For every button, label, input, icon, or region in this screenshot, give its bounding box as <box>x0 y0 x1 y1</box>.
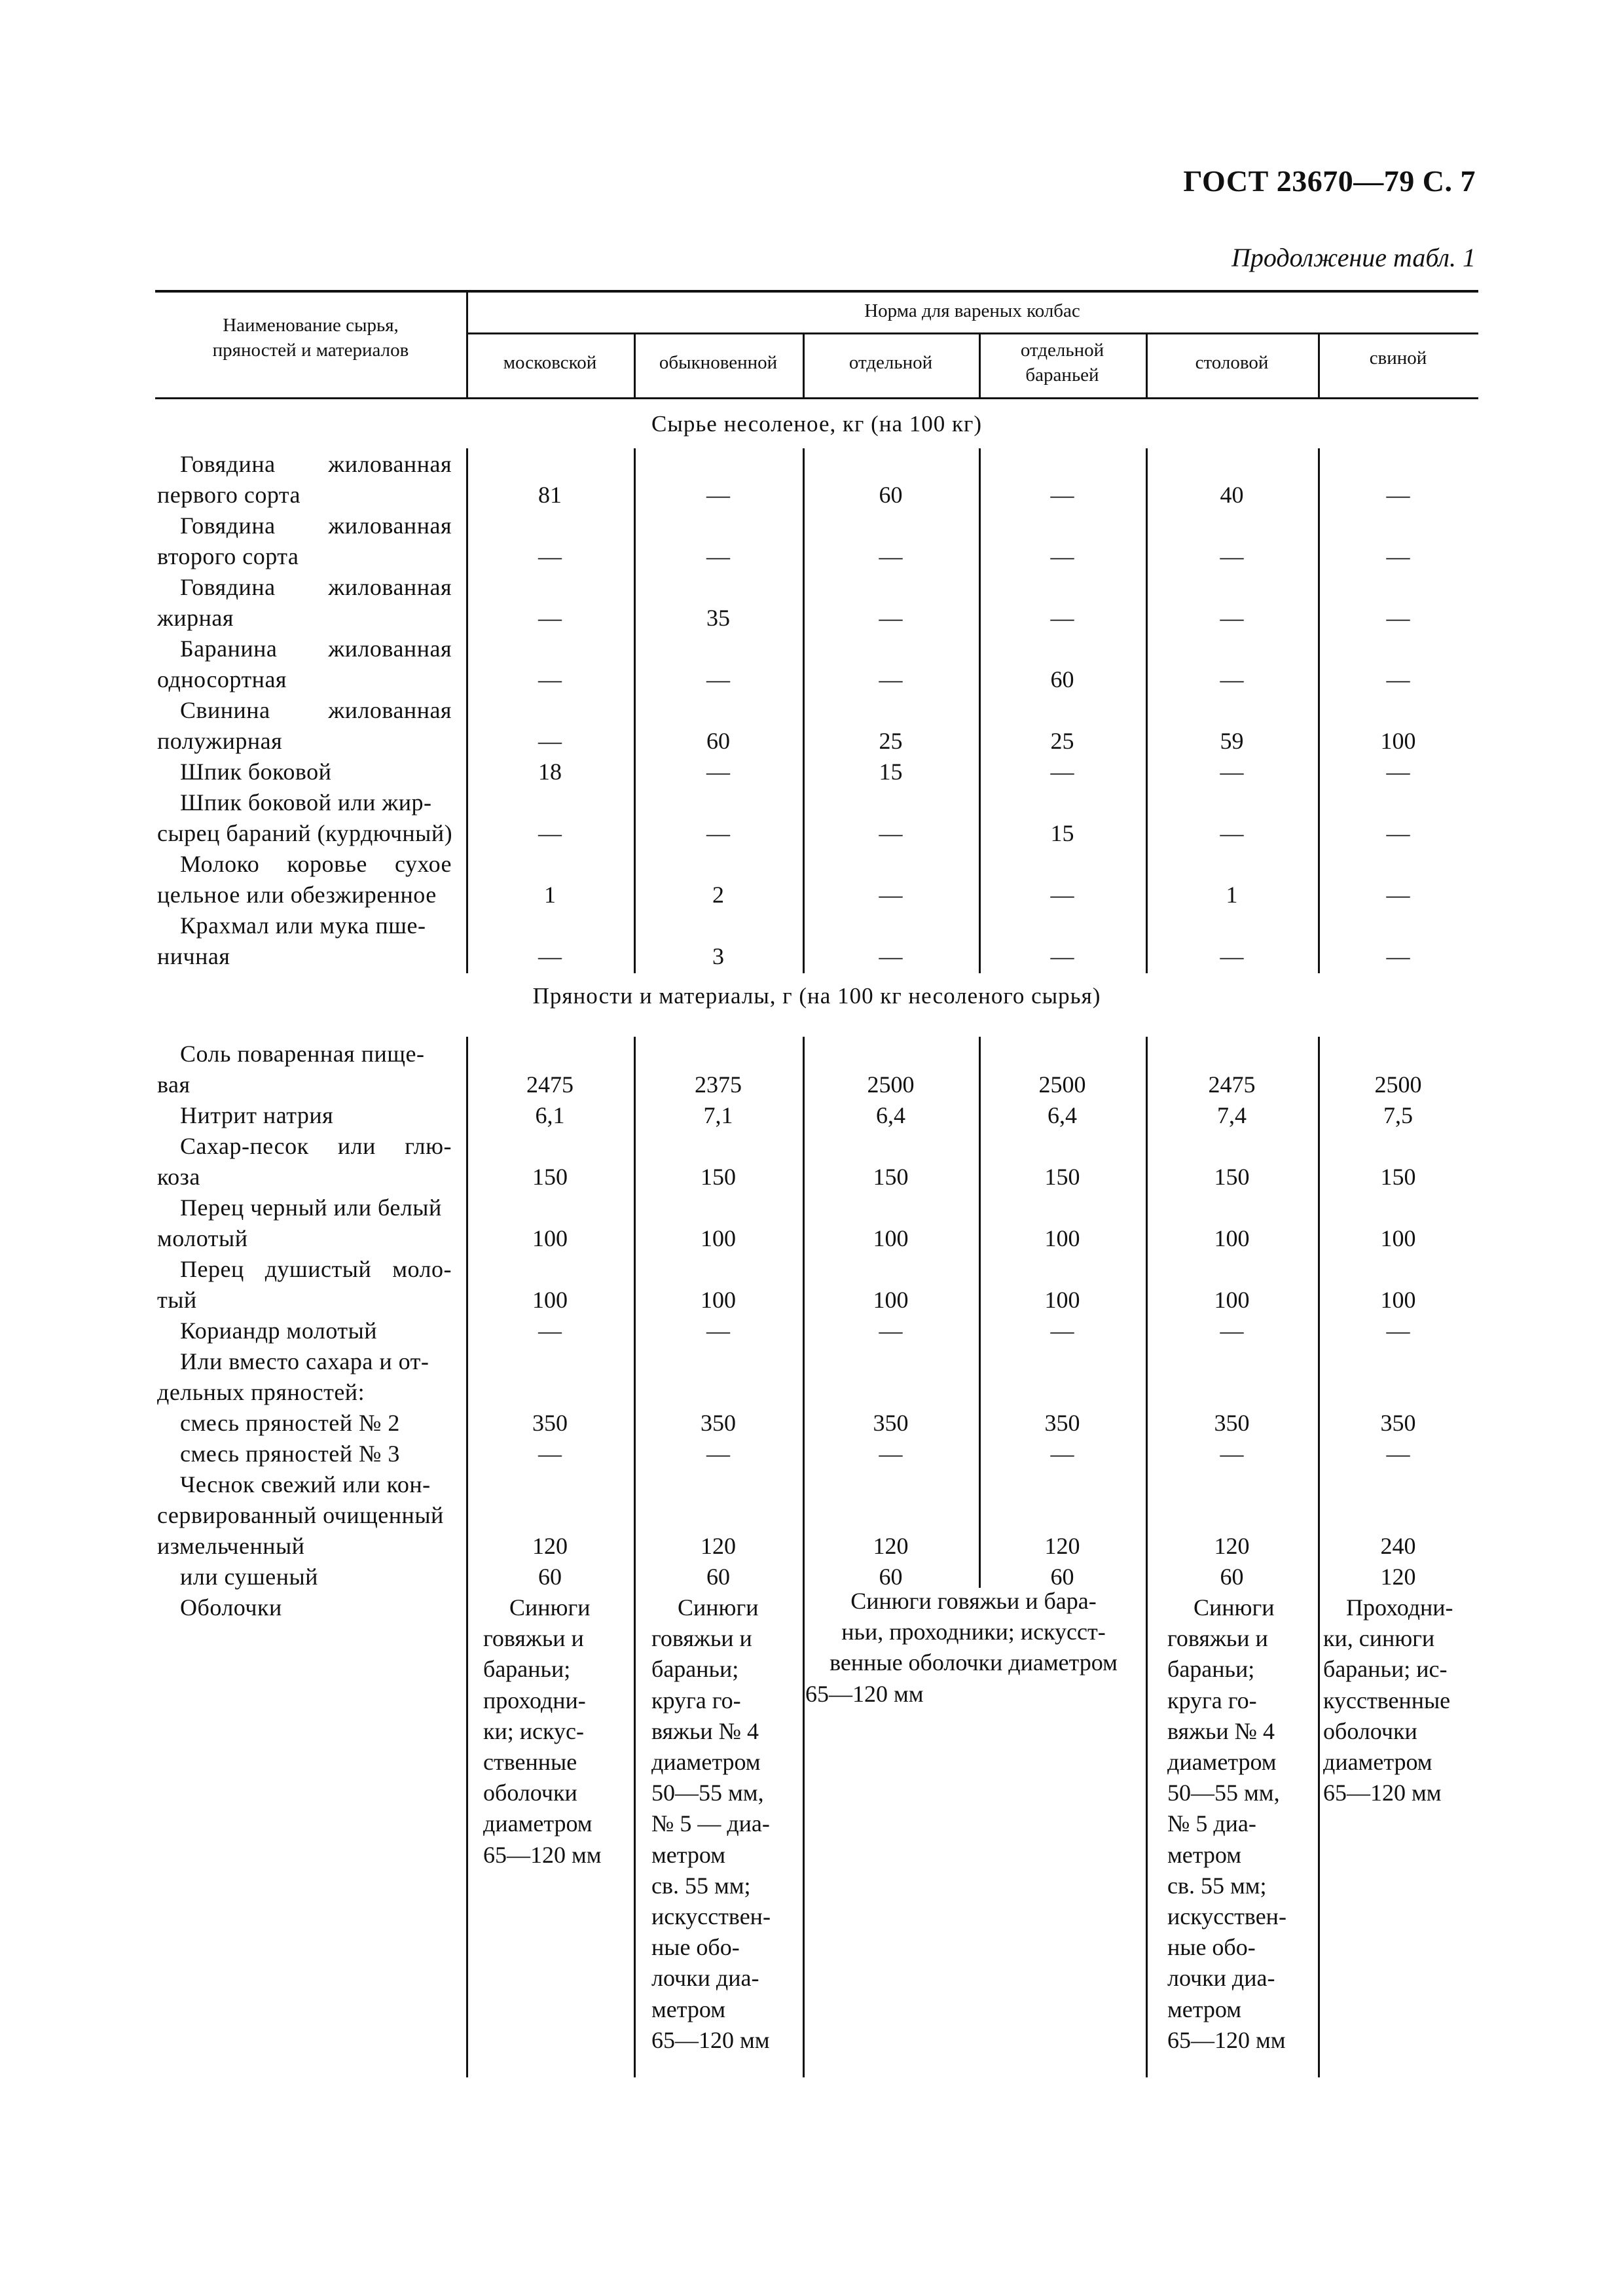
table-cell: 100 <box>1214 1225 1250 1251</box>
table-cell: — <box>1386 543 1410 569</box>
table-cell: — <box>879 1441 903 1467</box>
row-label: Нитрит натрия <box>180 1102 334 1128</box>
table-cell: — <box>879 605 903 631</box>
table-cell: 60 <box>879 1564 903 1590</box>
table-cell: 100 <box>873 1225 909 1251</box>
table-cell: 150 <box>1380 1164 1416 1190</box>
casings-svinoy: Проходни- ки, синюги бараньи; ис- кусственные оболочки диаметром 65—120 мм <box>1323 1594 1453 1806</box>
section-title-raw: Сырье несоленое, кг (на 100 кг) <box>651 411 983 437</box>
table-cell: 2 <box>712 882 724 908</box>
section-title-spices: Пряности и материалы, г (на 100 кг несоленого сырья) <box>532 983 1101 1009</box>
page-header: ГОСТ 23670—79 С. 7 <box>1183 164 1476 198</box>
table-cell: — <box>1050 882 1074 908</box>
table-cell: 6,1 <box>535 1102 565 1128</box>
column-header-obyknovennoy: обыкновенной <box>659 352 778 373</box>
table-cell: 60 <box>1050 666 1074 692</box>
table-cell: 59 <box>1220 728 1244 754</box>
row-label: Крахмал или мука пше- ничная <box>157 912 426 970</box>
table-cell: 60 <box>1050 1564 1074 1590</box>
table-cell: 100 <box>1380 1287 1416 1313</box>
table-cell: — <box>1220 543 1244 569</box>
row-label: смесь пряностей № 3 <box>180 1441 400 1467</box>
table-cell: 2500 <box>1038 1071 1086 1098</box>
table-cell: — <box>879 943 903 969</box>
table-cell: — <box>538 543 562 569</box>
table-cell: — <box>1386 666 1410 692</box>
table-cell: 3 <box>712 943 724 969</box>
table-cell: — <box>538 666 562 692</box>
table-cell: — <box>706 1441 730 1467</box>
row-label: Соль поваренная пище- вая <box>157 1041 425 1098</box>
table-cell: — <box>879 820 903 846</box>
table-continuation: Продолжение табл. 1 <box>1231 243 1476 272</box>
table-cell: 350 <box>701 1410 736 1436</box>
table-cell: — <box>1220 1318 1244 1344</box>
table-cell: 40 <box>1220 482 1244 508</box>
table-cell: 60 <box>706 1564 730 1590</box>
table-cell: — <box>879 1318 903 1344</box>
row-label: Оболочки <box>180 1594 282 1621</box>
row-label: Перец душистый моло- тый <box>157 1256 452 1314</box>
table-cell: 60 <box>538 1564 562 1590</box>
table-cell: 7,4 <box>1217 1102 1247 1128</box>
table-cell: — <box>706 482 730 508</box>
table-cell: — <box>879 666 903 692</box>
table-cell: — <box>1050 1318 1074 1344</box>
table-cell: 350 <box>1214 1410 1250 1436</box>
table-cell: — <box>706 820 730 846</box>
table-cell: — <box>706 1318 730 1344</box>
table-cell: 1 <box>1226 882 1238 908</box>
table-cell: — <box>1386 882 1410 908</box>
table-cell: 120 <box>873 1533 909 1559</box>
table-cell: — <box>706 759 730 785</box>
table-cell: 35 <box>706 605 730 631</box>
row-label: Молоко коровье сухое цельное или обезжиренное <box>157 851 452 908</box>
table-cell: 60 <box>1220 1564 1244 1590</box>
casings-obyknovennoy: Синюги говяжьи и бараньи; круга го- вяжьи № 4 диаметром 50—55 мм, № 5 — диа- метром св. 55 мм; искусствен- ные обо- лочки диа- метром 65—120 мм <box>651 1594 771 2053</box>
column-header-moskovskoy: московской <box>503 352 597 373</box>
table-cell: 150 <box>1214 1164 1250 1190</box>
row-label: Говядина жилованная первого сорта <box>157 451 452 509</box>
table-cell: 350 <box>1380 1410 1416 1436</box>
table-cell: 100 <box>873 1287 909 1313</box>
row-label: Или вместо сахара и от- дельных пряностей: <box>157 1348 429 1406</box>
row-label: Баранина жилованная односортная <box>157 636 452 693</box>
row-label: Перец черный или белый молотый <box>157 1194 442 1252</box>
row-label: Кориандр молотый <box>180 1318 378 1344</box>
row-label: Говядина жилованная второго сорта <box>157 512 452 570</box>
table-cell: — <box>1220 1441 1244 1467</box>
header-bottom-rule <box>155 397 1478 399</box>
header-item-name: Наименование сырья, пряностей и материалов <box>212 315 409 361</box>
row-label: или сушеный <box>180 1564 318 1590</box>
table-cell: 100 <box>701 1225 736 1251</box>
column-header-otdelnoy-baranyey: отдельной бараньей <box>1020 340 1104 386</box>
table-cell: — <box>1386 1441 1410 1467</box>
table-cell: 60 <box>706 728 730 754</box>
table-top-rule <box>155 290 1478 293</box>
table-cell: 150 <box>532 1164 568 1190</box>
table-cell: — <box>538 943 562 969</box>
table-cell: — <box>1386 1318 1410 1344</box>
casings-stolovoy: Синюги говяжьи и бараньи; круга го- вяжьи № 4 диаметром 50—55 мм, № 5 диа- метром св. 55 мм; искусствен- ные обо- лочки диа- метром 65—120 мм <box>1167 1594 1286 2053</box>
table-cell: — <box>538 1318 562 1344</box>
table-cell: 2500 <box>867 1071 915 1098</box>
table-cell: — <box>1050 1441 1074 1467</box>
table-cell: — <box>1050 482 1074 508</box>
table-cell: — <box>1050 543 1074 569</box>
table-cell: — <box>1386 605 1410 631</box>
table-cell: 150 <box>1044 1164 1080 1190</box>
table-cell: — <box>1220 759 1244 785</box>
row-label: Шпик боковой <box>180 759 332 785</box>
column-header-svinoy: свиной <box>1369 348 1427 368</box>
table-cell: 60 <box>879 482 903 508</box>
table-cell: — <box>1220 820 1244 846</box>
table-cell: — <box>1386 482 1410 508</box>
column-header-stolovoy: столовой <box>1195 352 1269 373</box>
table-cell: 100 <box>1044 1287 1080 1313</box>
table-cell: 150 <box>701 1164 736 1190</box>
row-label: Шпик боковой или жир- сырец бараний (курдючный) <box>157 789 453 847</box>
table-cell: 150 <box>873 1164 909 1190</box>
table-cell: 100 <box>1380 1225 1416 1251</box>
column-header-otdelnoy: отдельной <box>848 352 933 373</box>
table-cell: — <box>1386 820 1410 846</box>
group-header-rule <box>466 332 1478 334</box>
table-cell: — <box>538 1441 562 1467</box>
casings-otdelnoy-baranyey: Синюги говяжьи и бара- ньи, проходники; искусст- венные оболочки диаметром 65—120 мм <box>805 1588 1118 1707</box>
table-cell: — <box>1220 943 1244 969</box>
table-cell: 15 <box>1050 820 1074 846</box>
table-cell: — <box>879 543 903 569</box>
table-cell: — <box>1220 666 1244 692</box>
table-cell: 6,4 <box>1048 1102 1077 1128</box>
table-cell: — <box>706 666 730 692</box>
table-cell: 120 <box>532 1533 568 1559</box>
table-cell: — <box>538 605 562 631</box>
header-norm-group: Норма для вареных колбас <box>864 300 1080 321</box>
table-cell: 2475 <box>526 1071 574 1098</box>
casings-moskovskoy: Синюги говяжьи и бараньи; проходни- ки; искус- ственные оболочки диаметром 65—120 мм <box>483 1594 602 1868</box>
table-cell: 240 <box>1380 1533 1416 1559</box>
table-cell: 18 <box>538 759 562 785</box>
row-label: Чеснок свежий или кон- сервированный очищенный измельченный <box>157 1471 444 1560</box>
table-cell: — <box>1050 605 1074 631</box>
table-cell: 100 <box>1044 1225 1080 1251</box>
table-cell: — <box>879 882 903 908</box>
table-cell: — <box>706 543 730 569</box>
table-cell: 100 <box>1380 728 1416 754</box>
table-cell: — <box>538 820 562 846</box>
row-label: Сахар-песок или глю- коза <box>157 1133 452 1191</box>
table-cell: 2475 <box>1208 1071 1256 1098</box>
row-label: Свинина жилованная полужирная <box>157 697 452 755</box>
table-cell: 1 <box>544 882 556 908</box>
table-cell: 350 <box>873 1410 909 1436</box>
table-cell: — <box>538 728 562 754</box>
table-cell: 2375 <box>695 1071 742 1098</box>
table-cell: — <box>1050 943 1074 969</box>
table-cell: 120 <box>1214 1533 1250 1559</box>
table-cell: 81 <box>538 482 562 508</box>
table-cell: 100 <box>701 1287 736 1313</box>
table-cell: 120 <box>1380 1564 1416 1590</box>
table-cell: 7,1 <box>703 1102 733 1128</box>
table-cell: — <box>1386 943 1410 969</box>
table-cell: 120 <box>701 1533 736 1559</box>
table-cell: 7,5 <box>1383 1102 1413 1128</box>
table-cell: 350 <box>1044 1410 1080 1436</box>
table-cell: 100 <box>532 1287 568 1313</box>
table-cell: 25 <box>1050 728 1074 754</box>
table-cell: — <box>1050 759 1074 785</box>
table-cell: 120 <box>1044 1533 1080 1559</box>
table-cell: 100 <box>1214 1287 1250 1313</box>
table-cell: 15 <box>879 759 903 785</box>
table-cell: 350 <box>532 1410 568 1436</box>
table-cell: — <box>1220 605 1244 631</box>
table-cell: 6,4 <box>876 1102 905 1128</box>
table-cell: 25 <box>879 728 903 754</box>
table-cell: — <box>1386 759 1410 785</box>
row-label: смесь пряностей № 2 <box>180 1410 400 1436</box>
table-cell: 2500 <box>1374 1071 1422 1098</box>
table-cell: 100 <box>532 1225 568 1251</box>
row-label: Говядина жилованная жирная <box>157 574 452 632</box>
